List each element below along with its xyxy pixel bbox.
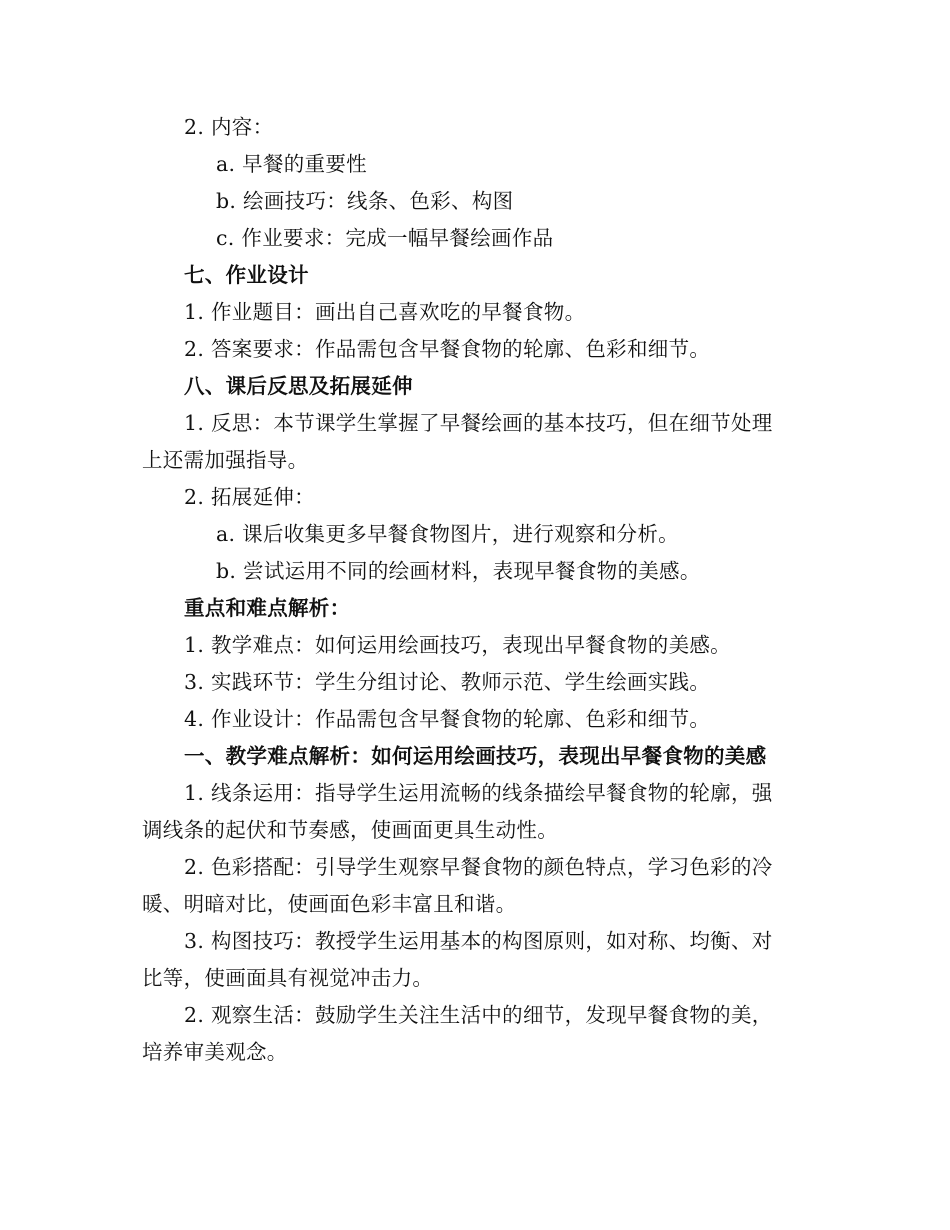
section-heading-key-points: 重点和难点解析： xyxy=(184,596,351,620)
homework-item-1: 1. 作业题目：画出自己喜欢吃的早餐食物。 xyxy=(184,300,586,324)
content-subitem-b: b. 绘画技巧：线条、色彩、构图 xyxy=(216,189,514,213)
key-point-item-3: 3. 实践环节：学生分组讨论、教师示范、学生绘画实践。 xyxy=(184,670,711,694)
section-heading-homework: 七、作业设计 xyxy=(184,263,309,287)
key-point-item-1: 1. 教学难点：如何运用绘画技巧，表现出早餐食物的美感。 xyxy=(184,633,731,657)
section-heading-reflection: 八、课后反思及拓展延伸 xyxy=(184,374,413,398)
reflection-item-1: 1. 反思：本节课学生掌握了早餐绘画的基本技巧，但在细节处理 xyxy=(184,411,773,435)
content-subitem-a: a. 早餐的重要性 xyxy=(216,152,367,176)
content-subitem-c: c. 作业要求：完成一幅早餐绘画作品 xyxy=(216,226,554,250)
observe-life-item-cont: 培养审美观念。 xyxy=(142,1040,288,1064)
difficulty-item-2-cont: 暖、明暗对比，使画面色彩丰富且和谐。 xyxy=(142,892,517,916)
extension-subitem-b: b. 尝试运用不同的绘画材料，表现早餐食物的美感。 xyxy=(216,559,701,583)
section-heading-difficulty: 一、教学难点解析：如何运用绘画技巧，表现出早餐食物的美感 xyxy=(184,744,767,768)
observe-life-item: 2. 观察生活：鼓励学生关注生活中的细节，发现早餐食物的美， xyxy=(184,1003,773,1027)
reflection-item-1-cont: 上还需加强指导。 xyxy=(142,448,309,472)
difficulty-item-2: 2. 色彩搭配：引导学生观察早餐食物的颜色特点，学习色彩的冷 xyxy=(184,855,773,879)
difficulty-item-3-cont: 比等，使画面具有视觉冲击力。 xyxy=(142,966,434,990)
extension-subitem-a: a. 课后收集更多早餐食物图片，进行观察和分析。 xyxy=(216,522,679,546)
key-point-item-4: 4. 作业设计：作品需包含早餐食物的轮廓、色彩和细节。 xyxy=(184,707,711,731)
difficulty-item-3: 3. 构图技巧：教授学生运用基本的构图原则，如对称、均衡、对 xyxy=(184,929,773,953)
difficulty-item-1-cont: 调线条的起伏和节奏感，使画面更具生动性。 xyxy=(142,818,558,842)
reflection-item-2: 2. 拓展延伸： xyxy=(184,485,315,509)
difficulty-item-1: 1. 线条运用：指导学生运用流畅的线条描绘早餐食物的轮廓，强 xyxy=(184,781,773,805)
content-item: 2. 内容： xyxy=(184,115,274,139)
homework-item-2: 2. 答案要求：作品需包含早餐食物的轮廓、色彩和细节。 xyxy=(184,337,711,361)
